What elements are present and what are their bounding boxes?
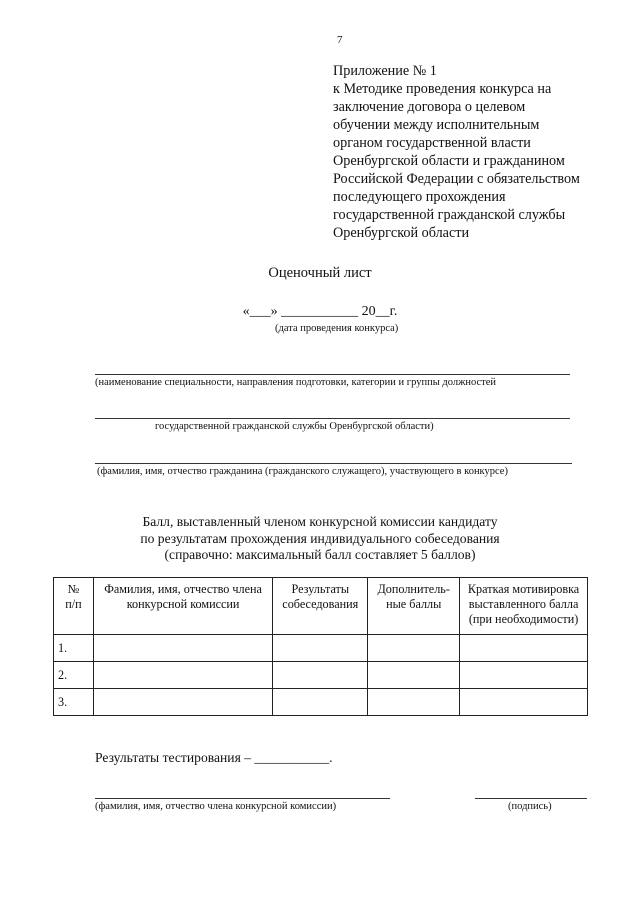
- heading-line: Балл, выставленный членом конкурсной комиссии кандидату: [142, 514, 498, 529]
- extra-points-cell: [368, 662, 460, 689]
- document-title: Оценочный лист: [268, 265, 372, 281]
- motivation-cell: [460, 689, 588, 716]
- col-header-number: № п/п: [54, 578, 94, 635]
- col-header-extra-points: Дополнитель- ные баллы: [368, 578, 460, 635]
- motivation-cell: [460, 662, 588, 689]
- appendix-line: органом государственной власти: [333, 135, 531, 151]
- row-number: 3.: [54, 689, 94, 716]
- row-number: 1.: [54, 635, 94, 662]
- appendix-line: обучении между исполнительным: [333, 117, 540, 133]
- citizen-line: [95, 463, 572, 464]
- heading-line: по результатам прохождения индивидуального собеседования: [140, 530, 500, 546]
- date-field: «___» ___________ 20__г.: [242, 304, 398, 319]
- appendix-line: Оренбургской области и гражданином: [333, 153, 565, 169]
- appendix-line: Приложение № 1: [333, 63, 437, 79]
- table-header-row: [54, 578, 588, 635]
- test-results: Результаты тестирования – ___________.: [95, 750, 333, 765]
- position-line-2: [95, 418, 570, 419]
- appendix-line: последующего прохождения: [333, 189, 506, 205]
- appendix-line: государственной гражданской службы: [333, 207, 566, 223]
- appendix-block: [333, 62, 623, 242]
- extra-points-cell: [368, 689, 460, 716]
- heading-line: (справочно: максимальный балл составляет 5 баллов): [164, 547, 476, 563]
- table-row: [54, 635, 588, 662]
- member-caption: (фамилия, имя, отчество члена конкурсной комиссии): [95, 801, 337, 812]
- col-header-interview-results: Результаты собеседования: [273, 578, 368, 635]
- signature-caption: (подпись): [508, 801, 552, 812]
- date-caption: (дата проведения конкурса): [275, 323, 399, 334]
- score-heading: [0, 514, 640, 564]
- extra-points-cell: [368, 635, 460, 662]
- appendix-line: Оренбургской области: [333, 225, 470, 241]
- appendix-line: Российской Федерации с обязательством: [333, 171, 580, 187]
- interview-cell: [273, 689, 368, 716]
- col-header-motivation: Краткая мотивировка выставленного балла (при необходимости): [460, 578, 588, 635]
- evaluation-table: [53, 577, 588, 716]
- page-number: 7: [337, 34, 343, 46]
- row-number: 2.: [54, 662, 94, 689]
- motivation-cell: [460, 635, 588, 662]
- table-row: [54, 689, 588, 716]
- interview-cell: [273, 635, 368, 662]
- appendix-line: к Методике проведения конкурса на: [333, 81, 552, 97]
- col-header-member-name: Фамилия, имя, отчество члена конкурсной комиссии: [93, 578, 272, 635]
- position-caption-1: (наименование специальности, направления подготовки, категории и группы должностей: [95, 377, 496, 388]
- position-line-1: [95, 374, 570, 375]
- position-caption-2: государственной гражданской службы Оренбургской области): [155, 421, 434, 432]
- signature-line: [475, 798, 587, 799]
- member-name-cell: [93, 635, 272, 662]
- table-row: [54, 662, 588, 689]
- member-name-cell: [93, 689, 272, 716]
- member-name-cell: [93, 662, 272, 689]
- member-signature-line: [95, 798, 390, 799]
- citizen-caption: (фамилия, имя, отчество гражданина (гражданского служащего), участвующего в конкурсе): [97, 466, 508, 477]
- appendix-line: заключение договора о целевом: [333, 99, 526, 115]
- interview-cell: [273, 662, 368, 689]
